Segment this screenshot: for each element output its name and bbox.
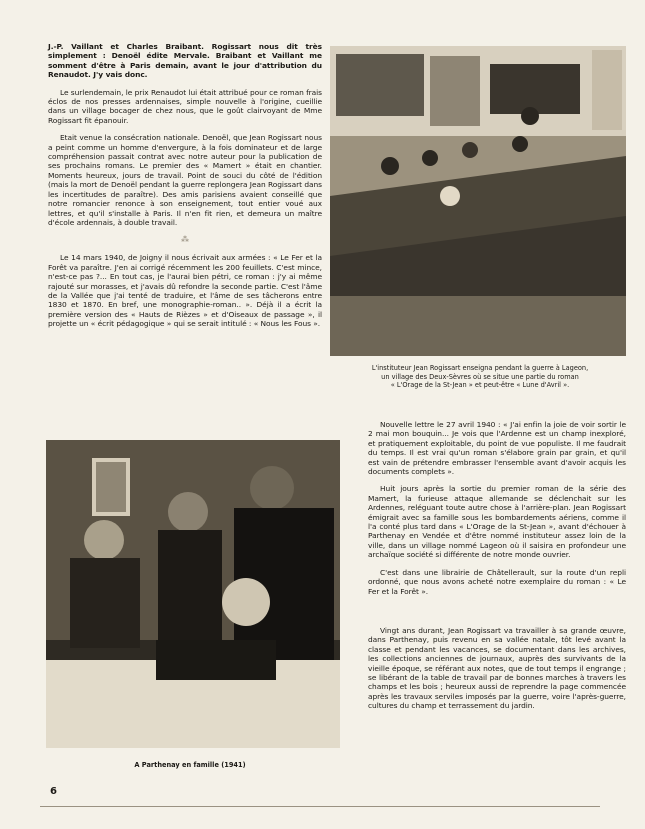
paragraph: Le surlendemain, le prix Renaudot lui était attribué pour ce roman frais éclos de nos presses ardennaises, simple nouvelle à l'origine, cueillie dans un village bocager de chez nous, que le goût clairvoyant de Mme Rogissart fit épanouir. (48, 87, 322, 125)
caption-line: un village des Deux-Sèvres où se situe une partie du roman (381, 372, 579, 381)
family-photo-illustration (46, 440, 340, 748)
bottom-rule (40, 806, 600, 807)
caption-line: L'instituteur Jean Rogissart enseigna pendant la guerre à Lageon, (371, 364, 589, 372)
paragraph: J.-P. Vaillant et Charles Braibant. Rogissart nous dit très simplement : Denoël édite Mervale. Braibant et Vaillant me somment d'être à Paris demain, avant le jour d'attribution du Renaudot. J'y vais donc. (48, 42, 322, 80)
right-text-column (368, 420, 626, 719)
left-text-column (48, 42, 322, 337)
family-photo (46, 440, 340, 748)
paragraph: Vingt ans durant, Jean Rogissart va travailler à sa grande œuvre, dans Parthenay, puis revenu en sa vallée natale, tôt levé avant la classe et pendant les vacances, se documentant dans les archives, les collections anciennes de journaux, auprès des survivants de la vieille époque, se référant aux notes, que de tout temps il engrange ; se libérant de la table de travail par de bonnes marches à travers les champs et les bois ; heureux aussi de reprendre la page commencée après les travaux serviles imposés par la guerre, voire l'après-guerre, cultures du champ et terrassement du jardin. (368, 625, 626, 711)
page-number: 6 (50, 786, 57, 797)
section-separator: ⁂ (181, 235, 189, 245)
classroom-photo-caption (340, 364, 620, 390)
caption-line: « L'Orage de la St-Jean » et peut-être « Lune d'Avril ». (390, 381, 570, 390)
family-photo-caption: A Parthenay en famille (1941) (134, 761, 246, 769)
paragraph: Le 14 mars 1940, de Joigny il nous écrivait aux armées : « Le Fer et la Forêt va paraître. J'en ai corrigé récemment les 200 feuillets. C'est mince, n'est-ce pas ?... En tout cas, je l'aurai bien pétri, ce roman : j'y ai même rajouté sur morasses, et j'avais dû refondre la seconde partie. C'est l'âme de la Vallée que j'ai tenté de traduire, et l'âme de ses tâcherons entre 1830 et 1870. En bref, une monographie-roman.. ». Déjà il a écrit la première version des « Hauts de Rièzes » et d'Oiseaux de passage », il projette un « écrit pédagogique » qui se serait intitulé : « Nous les Fous ». (48, 253, 322, 329)
classroom-photo-illustration (330, 46, 626, 356)
paragraph: Nouvelle lettre le 27 avril 1940 : « J'ai enfin la joie de voir sortir le 2 mai mon bouquin... Je vois que l'Ardenne est un champ inexploré, et pratiquement exploitable, du point de vue populiste. Il me faudrait du temps. Il est vrai qu'un roman s'élabore grain par grain, et qu'il est vain de prétendre embrasser l'ensemble avant d'avoir acquis les documents complets ». (368, 420, 626, 477)
paragraph: C'est dans une librairie de Châtellerault, sur la route d'un repli ordonné, que nous avons acheté notre exemplaire du roman : « Le Fer et la Forêt ». (368, 567, 626, 596)
classroom-photo (330, 46, 626, 356)
paragraph: Huit jours après la sortie du premier roman de la série des Mamert, la furieuse attaque allemande se déclenchait sur les Ardennes, reléguant toute autre chose à l'arrière-plan. Jean Rogissart émigrait avec sa famille sous les bombardements aériens, comme il l'a conté plus tard dans « L'Orage de la St-Jean », avant d'échouer à Parthenay en Vendée et d'être nommé instituteur assez loin de la ville, dans un village nommé Lageon où il saisira en profondeur une archaïque société si différente de notre monde ouvrier. (368, 484, 626, 560)
paragraph: Etait venue la consécration nationale. Denoël, que Jean Rogissart nous a peint comme un homme d'envergure, à la fois dominateur et de large compréhension passait contrat avec notre auteur pour la publication de ses prochains romans. Le premier des « Mamert » était en chantier. Moments heureux, jours de travail. Point de souci du côté de l'édition (mais la mort de Denoël pendant la guerre replongera Jean Rogissart dans les incertitudes de paraître). Des amis parisiens avaient conseillé que notre romancier renonce à son enseignement, tout entier voué aux lettres, et qu'il s'installe à Paris. Il n'en fit rien, et demeura un maître d'école ardennais, à double travail. (48, 133, 322, 227)
